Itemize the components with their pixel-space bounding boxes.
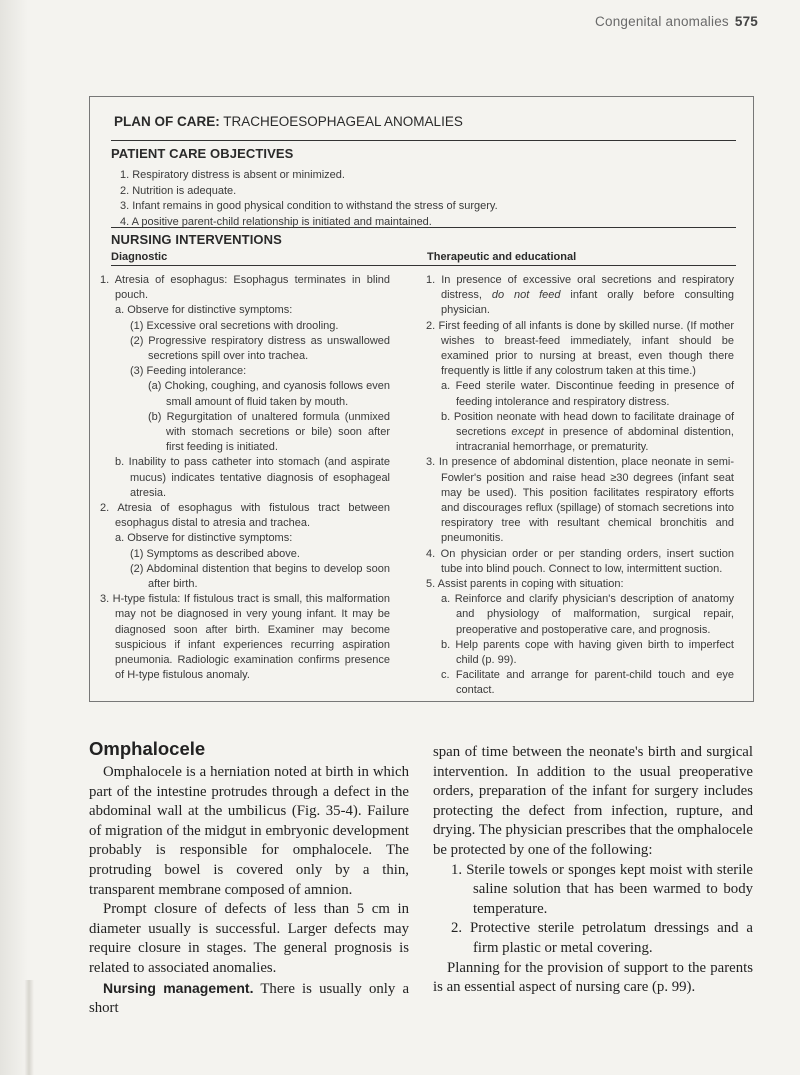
list-item: b. Position neonate with head down to facilitate drainage of secretions except in presence of abdominal distention, intracranial hemorrhage, or prematurity. [441,410,734,454]
list-item: 5. Assist parents in coping with situation: [426,578,624,591]
list-item: 1. Atresia of esophagus: Esophagus terminates in blind pouch. [100,274,390,302]
list-item: a. Observe for distinctive symptoms: [115,304,293,317]
list-item: a. Reinforce and clarify physician's description of anatomy and physiology of malformation, surgical repair, preoperative and postoperative care, and prognosis. [441,593,734,636]
paragraph: span of time between the neonate's birth and surgical intervention. In addition to the usual preoperative orders, preparation of the infant for surgery includes protecting the defect from infection, rupture, and drying. The physician prescribes that the omphalocele be protected by one of the following: [433,744,753,858]
list-item: b. Inability to pass catheter into stomach (and aspirate mucus) indicates tentative diagnosis of esophageal atresia. [115,456,390,499]
article-column-right [433,743,753,998]
objectives-list [120,168,720,230]
list-item: 2. Nutrition is adequate. [120,184,237,197]
list-item: (1) Excessive oral secretions with drooling. [130,319,339,332]
column-heading-therapeutic: Therapeutic and educational [427,251,577,263]
paragraph: Omphalocele is a herniation noted at birth in which part of the intestine protrudes through a defect in the abdominal wall at the umbilicus (Fig. 35-4). Failure of migration of the midgut in embryonic development probably is responsible for omphalocele. The protruding bowel is covered only by a thin, transparent membrane composed of amnion. [89,764,409,898]
running-header [595,14,758,29]
list-item: 1. Respiratory distress is absent or minimized. [120,169,345,181]
list-item: c. Facilitate and arrange for parent-child touch and eye contact. [441,669,734,697]
diagnostic-column [100,273,390,683]
list-item: 3. H-type fistula: If fistulous tract is small, this malformation may not be diagnosed in very young infant. It may be diagnosed soon after birth. Examiner may become suspicious if infant experiences recurring aspiration pneumonia. Radiologic examination confirms presence of H-type fistulous anomaly. [100,593,390,682]
list-item: 2. First feeding of all infants is done by skilled nurse. (If mother wishes to breast-feed immediately, infant should be examined prior to nursing at breast, even though there frequently is little if any colostrum taken at this time.) [426,319,734,378]
interventions-heading: NURSING INTERVENTIONS [111,232,282,247]
list-item: 1. Sterile towels or sponges kept moist with sterile saline solution that has been warmed to body temperature. [451,861,753,917]
plan-of-care-box [89,96,754,702]
running-title: Congenital anomalies [595,14,729,29]
list-item: 3. Infant remains in good physical condition to withstand the stress of surgery. [120,200,498,212]
list-item: (2) Progressive respiratory distress as unswallowed secretions spill over into trachea. [130,334,390,363]
list-item: (3) Feeding intolerance: [130,365,247,378]
list-item: (2) Abdominal distention that begins to develop soon after birth. [130,562,390,591]
run-in-heading: Nursing management. [103,979,254,996]
list-item: (a) Choking, coughing, and cyanosis follows even small amount of fluid taken by mouth. [148,380,390,408]
list-item: 4. On physician order or per standing orders, insert suction tube into blind pouch. Connect to low, intermittent suction. [426,547,734,575]
therapeutic-column [426,273,734,699]
list-item: 1. In presence of excessive oral secretions and respiratory distress, do not feed infant orally before consulting physician. [426,274,734,317]
list-item: 2. Atresia of esophagus with fistulous tract between esophagus distal to atresia and trachea. [100,502,390,530]
page-number: 575 [734,14,758,29]
list-item: b. Help parents cope with having given birth to imperfect child (p. 99). [441,638,734,667]
objectives-rule [111,227,736,228]
paragraph: Prompt closure of defects of less than 5 cm in diameter usually is successful. Larger defects may require closure in stages. The general prognosis is related to associated anomalies. [89,901,409,976]
page-gutter [0,0,28,1075]
column-heading-diagnostic: Diagnostic [111,251,168,263]
paragraph: Nursing management. There is usually only a short [89,979,410,1017]
binding-edge [24,980,34,1075]
list-item: a. Observe for distinctive symptoms: [115,532,293,545]
title-rule [111,140,736,141]
objectives-heading: PATIENT CARE OBJECTIVES [111,146,294,161]
list-item: a. Feed sterile water. Discontinue feeding in presence of feeding intolerance and respiratory distress. [441,380,734,408]
article-column-left [89,738,409,1019]
list-item: 3. In presence of abdominal distention, place neonate in semi-Fowler's position and raise head ≥30 degrees (infant seat may be used). This position facilitates respiratory efforts and discourages reflux (spillage) of stomach secretions into respiratory tree with resultant chemical bronchitis and pneumonitis. [426,456,734,545]
list-item: (b) Regurgitation of unaltered formula (unmixed with stomach secretions or bile) soon after first feeding is initiated. [148,410,390,454]
section-heading: Omphalocele [89,738,206,759]
column-heading-rule [111,265,736,266]
paragraph: Planning for the provision of support to the parents is an essential aspect of nursing care (p. 99). [433,959,753,996]
list-item: (1) Symptoms as described above. [130,547,300,560]
list-item: 2. Protective sterile petrolatum dressings and a firm plastic or metal covering. [451,920,753,956]
plan-title: PLAN OF CARE: TRACHEOESOPHAGEAL ANOMALIES [114,114,463,129]
list-item: 4. A positive parent-child relationship is initiated and maintained. [120,215,432,228]
